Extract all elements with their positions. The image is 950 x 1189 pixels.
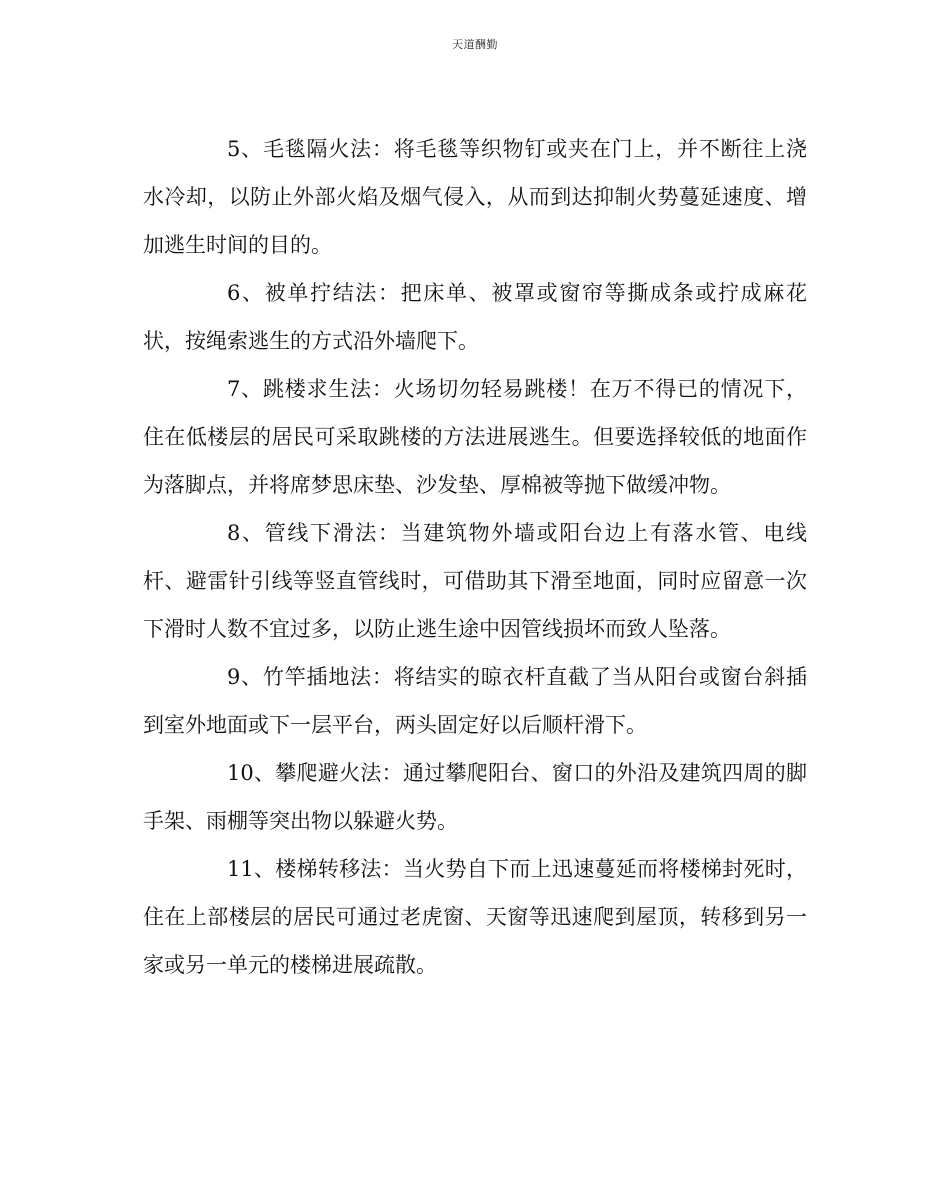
document-body xyxy=(143,125,807,989)
paragraph-blanket-method: 5、毛毯隔火法：将毛毯等织物钉或夹在门上，并不断往上浇水冷却，以防止外部火焰及烟气侵入，从而到达抑制火势蔓延速度、增加逃生时间的目的。 xyxy=(143,137,807,257)
paragraph-pipe-slide-method: 8、管线下滑法：当建筑物外墙或阳台边上有落水管、电线杆、避雷针引线等竖直管线时，可借助其下滑至地面，同时应留意一次下滑时人数不宜过多，以防止逃生途中因管线损坏而致人坠落。 xyxy=(143,521,807,641)
page-header: 天道酬勤 xyxy=(452,38,498,51)
paragraph-bedsheet-method: 6、被单拧结法：把床单、被罩或窗帘等撕成条或拧成麻花状，按绳索逃生的方式沿外墙爬下。 xyxy=(143,281,807,353)
paragraph-stair-transfer-method: 11、楼梯转移法：当火势自下而上迅速蔓延而将楼梯封死时，住在上部楼层的居民可通过老虎窗、天窗等迅速爬到屋顶，转移到另一家或另一单元的楼梯进展疏散。 xyxy=(143,857,807,977)
paragraph-climb-method: 10、攀爬避火法：通过攀爬阳台、窗口的外沿及建筑四周的脚手架、雨棚等突出物以躲避火势。 xyxy=(143,761,807,833)
paragraph-jump-method: 7、跳楼求生法：火场切勿轻易跳楼！在万不得已的情况下，住在低楼层的居民可采取跳楼的方法进展逃生。但要选择较低的地面作为落脚点，并将席梦思床垫、沙发垫、厚棉被等抛下做缓冲物。 xyxy=(143,377,807,497)
paragraph-bamboo-pole-method: 9、竹竿插地法：将结实的晾衣杆直截了当从阳台或窗台斜插到室外地面或下一层平台，两头固定好以后顺杆滑下。 xyxy=(143,665,807,737)
